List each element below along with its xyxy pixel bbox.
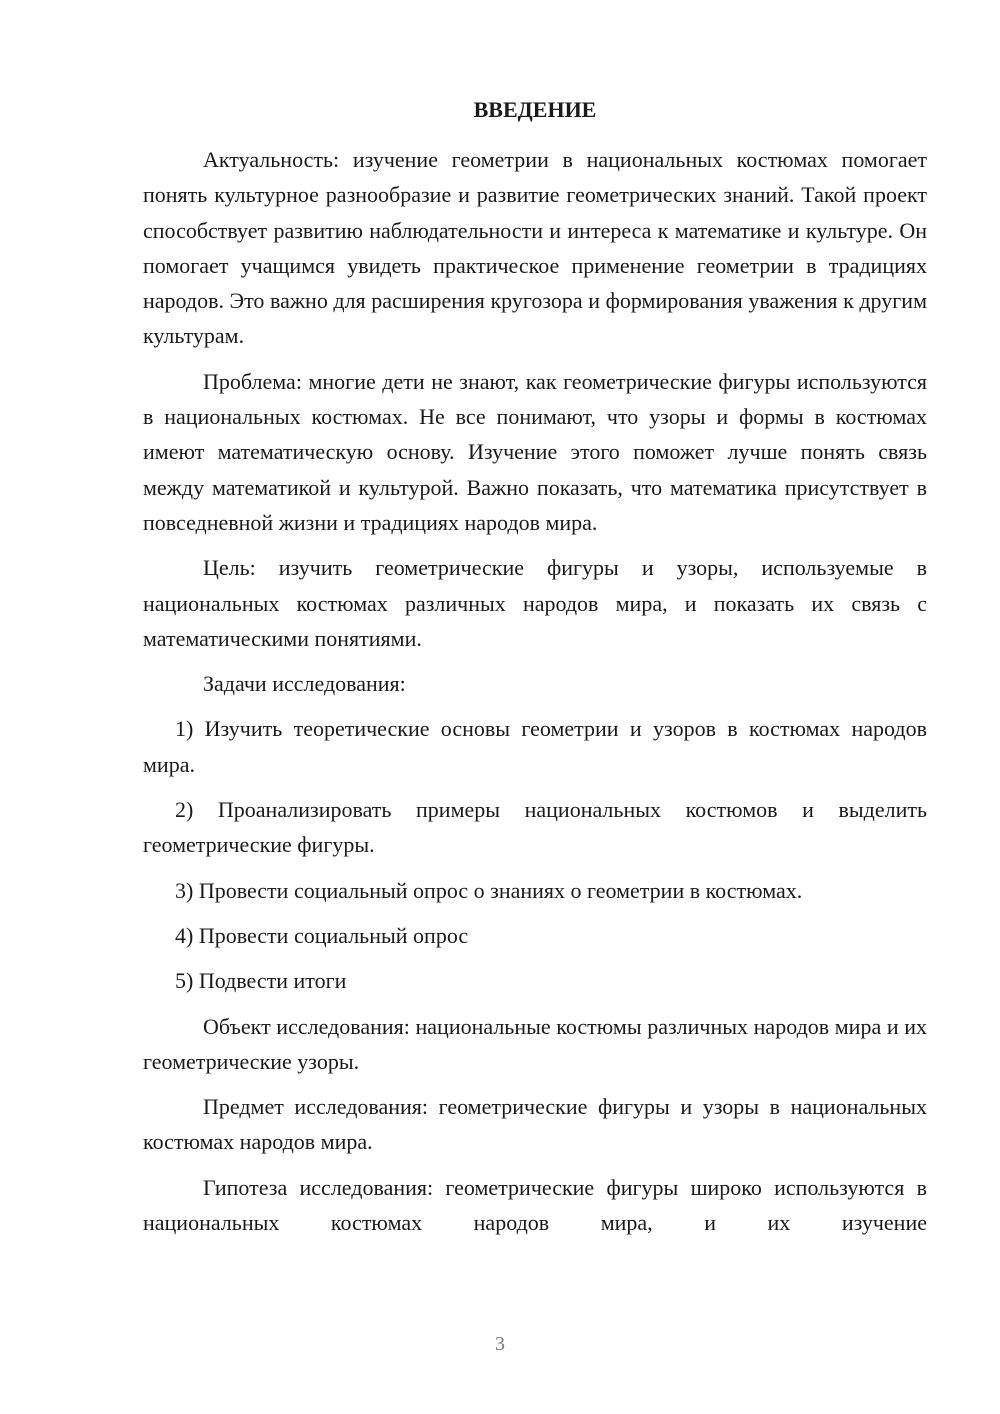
task-item-5: 5) Подвести итоги (175, 968, 347, 994)
paragraph-subject: Предмет исследования: геометрические фигуры и узоры в национальных костюмах народов мира. (143, 1094, 927, 1155)
page-title: ВВЕДЕНИЕ (473, 97, 597, 122)
task-item-4: 4) Провести социальный опрос (175, 922, 469, 948)
paragraph-hypothesis: Гипотеза исследования: геометрические фигуры широко используются в национальных костюмах народов мира, и их изучение (143, 1174, 927, 1236)
task-item-2: 2) Проанализировать примеры национальных костюмов и выделить геометрические фигуры. (143, 797, 927, 858)
paragraph-relevance: Актуальность: изучение геометрии в национальных костюмах помогает понять культурное разнообразие и развитие геометрических знаний. Такой проект способствует развитию наблюдательности и интереса к математике и культуре. Он помогает учащимся увидеть практическое применение геометрии в традициях народов. Это важно для расширения кругозора и формирования уважения к другим культурам. (143, 147, 927, 349)
document-page (143, 92, 927, 1250)
task-item-3: 3) Провести социальный опрос о знаниях о геометрии в костюмах. (175, 877, 803, 903)
page-number: 3 (495, 1333, 505, 1355)
tasks-heading: Задачи исследования: (203, 671, 406, 697)
task-item-1: 1) Изучить теоретические основы геометрии и узоров в костюмах народов мира. (143, 716, 927, 777)
paragraph-object: Объект исследования: национальные костюмы различных народов мира и их геометрические узоры. (143, 1013, 927, 1074)
paragraph-problem: Проблема: многие дети не знают, как геометрические фигуры используются в национальных костюмах. Не все понимают, что узоры и формы в костюмах имеют математическую основу. Изучение этого поможет лучше понять связь между математикой и культурой. Важно показать, что математика присутствует в повседневной жизни и традициях народов мира. (143, 368, 927, 535)
paragraph-goal: Цель: изучить геометрические фигуры и узоры, используемые в национальных костюмах различных народов мира, и показать их связь с математическими понятиями. (143, 555, 927, 651)
